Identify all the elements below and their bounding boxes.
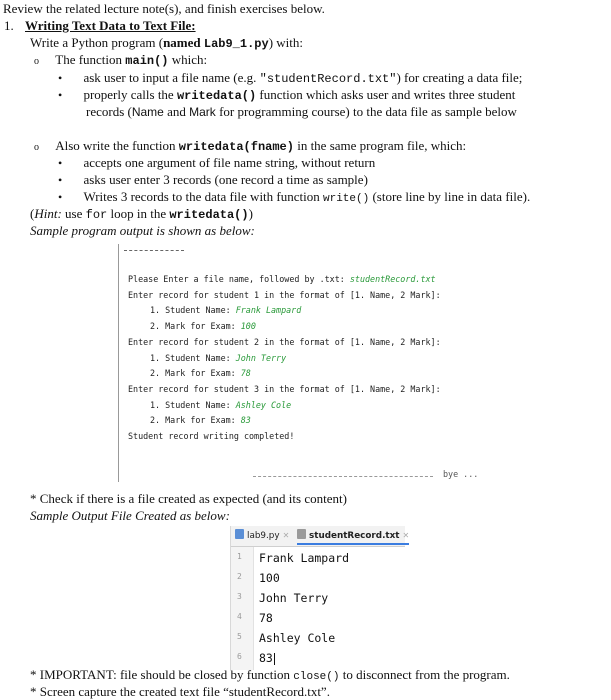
write-post: in the same program file, which: <box>293 138 467 153</box>
sample-output-label: Sample program output is shown as below: <box>30 223 255 238</box>
write-func: writedata(fname) <box>178 140 294 154</box>
console-line-text: Please Enter a file name, followed by .txt: <box>128 274 350 284</box>
main-bullet-1-a: ask user to input a file name (e.g. <box>83 70 260 85</box>
bullet-icon: • <box>58 156 63 170</box>
tab-studentrecord-label: studentRecord.txt <box>309 531 400 541</box>
important-note <box>30 667 510 685</box>
sample-file-label: Sample Output File Created as below: <box>30 508 230 523</box>
main-bullet-2 <box>58 87 515 104</box>
console-line <box>150 353 286 364</box>
main-bullet-1-b: ) for creating a data file; <box>396 70 523 85</box>
main-bullet-1-code: "studentRecord.txt" <box>259 72 397 86</box>
task-line <box>30 35 303 52</box>
hint-b: loop in the <box>107 206 170 221</box>
top-torn-edge <box>124 250 184 253</box>
console-line <box>150 415 251 426</box>
editor-tab-bar <box>231 526 410 547</box>
tab-lab9-label: lab9.py <box>247 531 280 541</box>
bottom-torn-edge <box>253 476 433 479</box>
main-block-heading <box>34 52 207 70</box>
important-a: * IMPORTANT: file should be closed by function <box>30 667 294 682</box>
editor-line[interactable]: 100 <box>259 571 280 585</box>
line-number: 1 <box>237 552 242 561</box>
console-line <box>128 384 441 395</box>
section-title: Writing Text Data to Text File: <box>25 18 196 33</box>
close-icon[interactable]: ✕ <box>282 531 290 540</box>
tab-studentrecord-txt[interactable] <box>297 529 409 545</box>
console-line-text: Enter record for student 1 in the format of [1. Name, 2 Mark]: <box>128 290 441 300</box>
write-block-heading <box>34 138 466 156</box>
main-bullet-2-b: function which asks user and writes three student <box>256 87 516 102</box>
console-line-text: 2. Mark for Exam: <box>150 415 241 425</box>
python-file-icon <box>235 529 244 539</box>
console-line <box>128 337 441 348</box>
task-post: ) with: <box>268 35 303 50</box>
console-line <box>150 368 251 379</box>
hint-for: for <box>85 208 108 222</box>
text-file-icon <box>297 529 306 539</box>
bullet-icon: • <box>58 88 63 102</box>
main-bullet-2-a: properly calls the <box>83 87 177 102</box>
write-bullet-3-a: Writes 3 records to the data file with function <box>83 189 323 204</box>
console-user-input: Frank Lampard <box>235 305 302 315</box>
section-heading <box>4 18 196 34</box>
bullet-icon: • <box>58 173 63 187</box>
editor-line-last[interactable] <box>259 651 275 665</box>
line-number: 6 <box>237 652 242 661</box>
line-number-gutter <box>231 547 254 670</box>
main-bullet-3-a: records ( <box>86 104 132 119</box>
bullet-icon: • <box>58 71 63 85</box>
console-user-input: 83 <box>240 415 251 425</box>
important-code: close() <box>293 671 340 683</box>
console-line <box>150 321 256 332</box>
console-user-input: studentRecord.txt <box>349 274 436 284</box>
console-left-border <box>118 244 119 482</box>
text-editor-panel <box>230 526 410 670</box>
console-line-text: Enter record for student 2 in the format of [1. Name, 2 Mark]: <box>128 337 441 347</box>
console-line <box>128 290 441 301</box>
main-bullet-3-mark: Mark <box>189 105 216 119</box>
main-bullet-3-b: for programming course) to the data file as sample below <box>215 104 517 119</box>
main-bullet-3 <box>86 104 517 120</box>
main-bullet-3-name: Name <box>131 105 164 119</box>
editor-line[interactable]: Ashley Cole <box>259 631 336 645</box>
write-bullet-3-code: write() <box>323 193 370 205</box>
tab-lab9-py[interactable] <box>235 529 289 541</box>
console-line <box>128 274 436 285</box>
circle-marker-icon: o <box>34 142 39 153</box>
main-pre: The function <box>55 52 126 67</box>
console-line <box>150 400 291 411</box>
write-pre: Also write the function <box>55 138 179 153</box>
write-bullet-1-text: accepts one argument of file name string, without return <box>83 155 376 170</box>
hint-a: use <box>61 206 86 221</box>
write-bullet-3 <box>58 189 530 207</box>
write-bullet-2-text: asks user enter 3 records (one record a time as sample) <box>83 172 368 187</box>
task-named: named <box>163 35 204 50</box>
console-output-panel <box>118 244 503 482</box>
write-bullet-2 <box>58 172 368 188</box>
close-icon[interactable]: ✕ <box>402 531 410 540</box>
line-number: 4 <box>237 612 242 621</box>
check-note: * Check if there is a file created as expected (and its content) <box>30 491 347 506</box>
hint-label: Hint: <box>34 206 62 221</box>
console-line-text: 1. Student Name: <box>150 400 236 410</box>
main-bullet-3-mid: and <box>163 104 190 119</box>
main-bullet-1 <box>58 70 522 87</box>
intro-text: Review the related lecture note(s), and finish exercises below. <box>3 1 325 16</box>
line-number: 2 <box>237 572 242 581</box>
console-line-text: 2. Mark for Exam: <box>150 368 241 378</box>
console-line-text: 1. Student Name: <box>150 305 236 315</box>
editor-line[interactable]: Frank Lampard <box>259 551 350 565</box>
console-line <box>128 431 294 442</box>
write-bullet-3-b: (store line by line in data file). <box>369 189 531 204</box>
important-b: to disconnect from the program. <box>339 667 510 682</box>
console-line-text: 2. Mark for Exam: <box>150 321 241 331</box>
main-func: main() <box>125 54 169 68</box>
line-number: 5 <box>237 632 242 641</box>
editor-line[interactable]: John Terry <box>259 591 329 605</box>
hint-func: writedata() <box>169 208 249 222</box>
bullet-icon: • <box>58 190 63 204</box>
main-bullet-2-code: writedata() <box>176 89 257 103</box>
hint-c: ) <box>248 206 253 221</box>
screen-capture-note: * Screen capture the created text file “studentRecord.txt”. <box>30 684 330 699</box>
write-bullet-1 <box>58 155 375 171</box>
console-bye: bye ... <box>443 469 479 479</box>
console-line-text: 1. Student Name: <box>150 353 236 363</box>
editor-line[interactable]: 78 <box>259 611 273 625</box>
hint-line: (Hint: use for loop in the writedata()) <box>30 206 253 222</box>
task-filename: Lab9_1.py <box>203 37 269 51</box>
console-user-input: 78 <box>240 368 251 378</box>
console-line-text: Enter record for student 3 in the format of [1. Name, 2 Mark]: <box>128 384 441 394</box>
console-user-input: 100 <box>240 321 256 331</box>
circle-marker-icon: o <box>34 56 39 67</box>
line-number: 3 <box>237 592 242 601</box>
console-line-text: Student record writing completed! <box>128 431 295 441</box>
section-number: 1. <box>4 18 14 33</box>
task-pre: Write a Python program ( <box>30 35 164 50</box>
console-user-input: Ashley Cole <box>235 400 292 410</box>
console-user-input: John Terry <box>235 353 287 363</box>
console-line <box>150 305 301 316</box>
editor-line-last-text: 83 <box>259 651 273 665</box>
text-caret <box>274 653 275 665</box>
main-post: which: <box>168 52 208 67</box>
